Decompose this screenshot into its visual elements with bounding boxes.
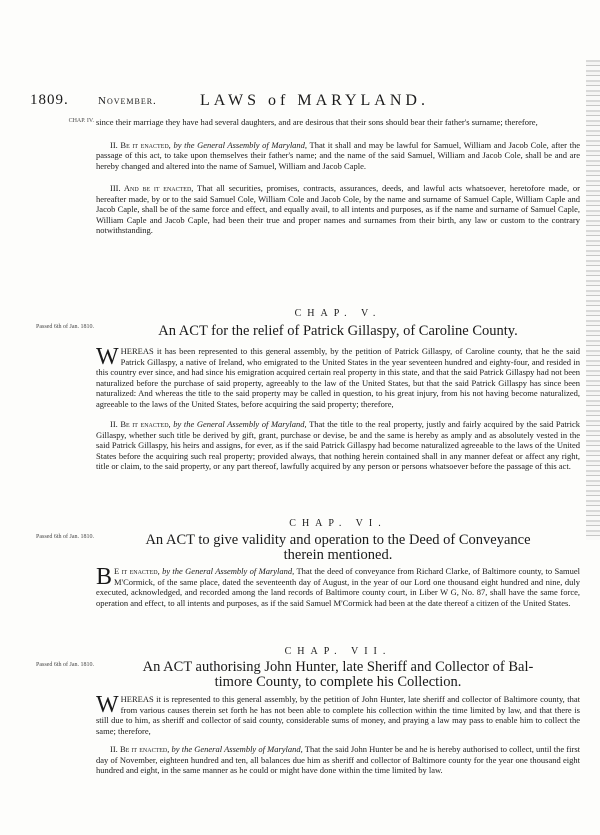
chap4-section-3 [96,183,580,236]
chap5-section [96,346,580,472]
section-text: That the said John Hunter be and he is hereby authorised to collect, until the first day of November, eighteen hundred and ten, all balances due him as sheriff and collector of Baltimore county for the year one thousand eight hundred and eight, in the same manner as he could or might have done within the time limited by law. [96,744,580,775]
section-text: That all securities, promises, contracts, assurances, deeds, and lawful acts whatsoever, heretofore made, or hereafter made, by or to the said Samuel Cole, William Cole and Jacob Cole, by the name and surname of Samuel Caple, William Caple and Jacob Caple, shall be of the same force and effect, and equally avail, to all intents and purposes, as if the name and surname of Samuel Caple, William Caple and Jacob Caple, had been their true and proper names and surnames from their birth, any law or custom to the contrary notwithstanding. [96,183,580,235]
header-year: 1809. [30,92,69,108]
authority-clause: by the General Assembly of Maryland, [173,139,308,150]
header-title: LAWS of MARYLAND. [200,92,429,109]
drop-cap: W [96,344,119,370]
chap6-heading: CHAP. VI. [289,518,387,529]
chap5-section-2 [96,419,580,472]
enacting-clause: II. Be it enacted, [110,419,171,429]
drop-cap: B [96,564,113,590]
preamble-text: it is represented to this general assembly, by the petition of John Hunter, late sheriff and collector of Baltimore county, that from various causes therein set forth he has not been able to complete his collection within the time limited by law, and that there is still due to him, as sheriff and collector of said county, considerable sums of money, and praying a law may pass to enable him to collect the same; therefore, [96,694,580,736]
chap7-heading: CHAP. VII. [284,646,392,657]
margin-note-chap4: CHAP. IV. [68,118,94,124]
drop-cap: W [96,692,119,718]
chap5-heading: CHAP. V. [294,308,382,319]
chap7-title [96,660,580,690]
chap5-title: An ACT for the relief of Patrick Gillaspy, of Caroline County. [158,323,518,339]
chap7-section-2 [96,744,580,776]
chap4-continuation: since their marriage they have had several daughters, and are desirous that their sons should bear their father's surname; therefore, [96,117,538,127]
chap6-body [96,566,580,608]
section-text: That it shall and may be lawful for Samuel, William and Jacob Cole, after the passage of this act, to take upon themselves their father's name; and the name of the said Samuel, William and Jacob Cole, shall be and are hereby changed and altered into the name of Samuel, William and Jacob Caple. [96,139,580,171]
chap7-title-line-2: timore County, to complete his Collection. [214,674,462,690]
chap5-preamble [96,346,580,409]
chap4-section [96,117,580,236]
chap4-section-2 [96,140,580,172]
enacting-clause: III. And be it enacted, [110,183,194,193]
authority-clause: by the General Assembly of Maryland, [162,566,295,576]
page-header [0,92,600,114]
enacting-clause: II. Be it enacted, [110,139,171,150]
whereas-lead: HEREAS [120,694,154,704]
chap7-title-line-1: An ACT authorising John Hunter, late Sheriff and Collector of Bal- [142,659,534,675]
section-text: That the title to the real property, justly and fairly acquired by the said Patrick Gillaspy, whether such title be derived by gift, grant, purchase or devise, be and the same is hereby as amply and as absolutely vested in the said Patrick Gillaspy, his heirs and assigns, for ever, as if the said Patrick Gillaspy had become naturalized agreeable to the laws of the United States before the acquiring such real property; provided always, that nothing herein contained shall in any manner defeat or affect any right, title or claim, to the said property, or any part thereof, lawfully acquired by any person or persons whatsoever before the passage of this act. [96,419,580,471]
enacting-clause: E it enacted, [114,566,160,576]
chap6-title [96,533,580,563]
enacting-clause: II. Be it enacted, [110,744,170,754]
section-text: That the deed of conveyance from Richard Clarke, of Baltimore county, to Samuel M'Cormick, of the same place, dated the seventeenth day of August, in the year of our Lord one thousand eight hundred and nine, duly executed, acknowledged, and recorded among the land records of Baltimore county court, in Liber W G, No. 87, shall have the same force, operation and effect, to all intents and purposes, as if the said Samuel M'Cormick had been at the date thereof a citizen of the United States. [96,566,580,608]
chap7-section [96,694,580,776]
authority-clause: by the General Assembly of Maryland, [171,744,303,754]
margin-note-chap7: Passed 6th of Jan. 1810. [36,662,94,668]
header-month: November. [98,95,157,107]
chap7-preamble [96,694,580,736]
chap6-section [96,566,580,608]
chap6-title-line-2: therein mentioned. [283,547,393,563]
margin-note-chap6: Passed 6th of Jan. 1810. [36,534,94,540]
margin-note-chap5: Passed 6th of Jan. 1810. [36,324,94,330]
preamble-text: it has been represented to this general assembly, by the petition of Patrick Gillaspy, of Caroline county, that he the said Patrick Gillaspy, a native of Ireland, who emigrated to the United States in the year seventeen hundred and eighty-four, and resided in this country ever since, and had since his emigration acquired certain real property in this state, and that the said Patrick Gillaspy had not been naturalized before the purchase of said property, agreeably to the law of the United States, but that the said Patrick Gillaspy has since been naturalized: And whereas the title to the said property may be called in question, to his great injury, from his not having become naturalized, agreeable to the laws of the United States, before acquiring the said property; therefore, [96,346,580,409]
authority-clause: by the General Assembly of Maryland, [173,419,307,429]
whereas-lead: HEREAS [120,346,154,356]
page-edge-scan-artifact [586,60,600,540]
chap6-title-line-1: An ACT to give validity and operation to the Deed of Conveyance [145,532,531,548]
